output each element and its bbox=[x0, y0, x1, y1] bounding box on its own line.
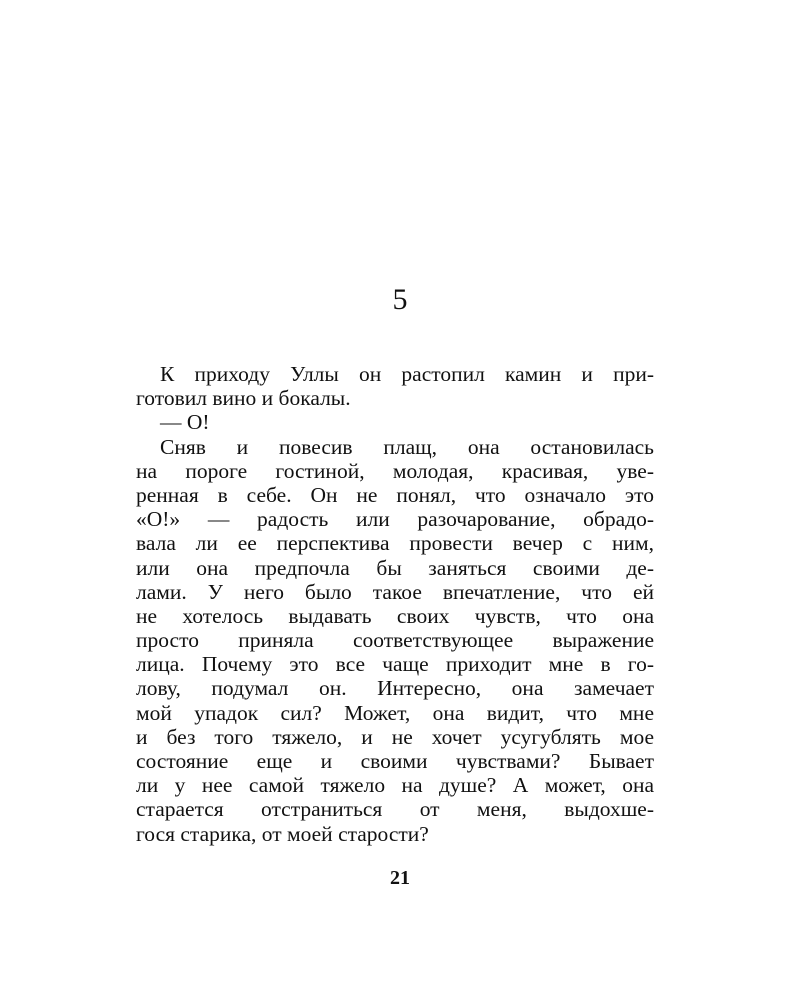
paragraph-2 bbox=[136, 410, 654, 434]
text-line: на пороге гостиной, молодая, красивая, уве- bbox=[136, 458, 654, 483]
text-line: готовил вино и бокалы. bbox=[136, 386, 351, 411]
text-line: не хотелось выдавать своих чувств, что она bbox=[136, 603, 654, 628]
text-line: лами. У него было такое впечатление, что ей bbox=[136, 579, 654, 604]
text-line: состояние еще и своими чувствами? Бывает bbox=[136, 749, 654, 773]
text-line: гося старика, от моей старости? bbox=[136, 821, 429, 846]
chapter-number: 5 bbox=[392, 283, 408, 316]
text-line: — О! bbox=[160, 410, 210, 435]
text-line: старается отстраниться от меня, выдохше- bbox=[136, 797, 654, 822]
text-line: лову, подумал он. Интересно, она замечает bbox=[136, 676, 654, 701]
text-line: или она предпочла бы заняться своими де- bbox=[136, 555, 654, 580]
text-line: и без того тяжело, и не хочет усугублять мое bbox=[136, 724, 654, 749]
text-line: лица. Почему это все чаще приходит мне в го- bbox=[136, 652, 654, 677]
text-line: К приходу Уллы он растопил камин и при- bbox=[160, 362, 654, 386]
text-line: «О!» — радость или разочарование, обрадо- bbox=[136, 507, 654, 532]
text-line: вала ли ее перспектива провести вечер с ним, bbox=[136, 531, 654, 556]
text-line: ренная в себе. Он не понял, что означало это bbox=[136, 482, 654, 507]
page-number: 21 bbox=[390, 867, 410, 889]
body-text bbox=[136, 362, 654, 846]
text-line: мой упадок сил? Может, она видит, что мне bbox=[136, 700, 654, 725]
paragraph-3 bbox=[136, 435, 654, 846]
text-line: просто приняла соответствующее выражение bbox=[136, 628, 654, 653]
paragraph-1 bbox=[136, 362, 654, 410]
text-line: ли у нее самой тяжело на душе? А может, она bbox=[136, 773, 654, 798]
text-line: Сняв и повесив плащ, она остановилась bbox=[160, 434, 654, 459]
